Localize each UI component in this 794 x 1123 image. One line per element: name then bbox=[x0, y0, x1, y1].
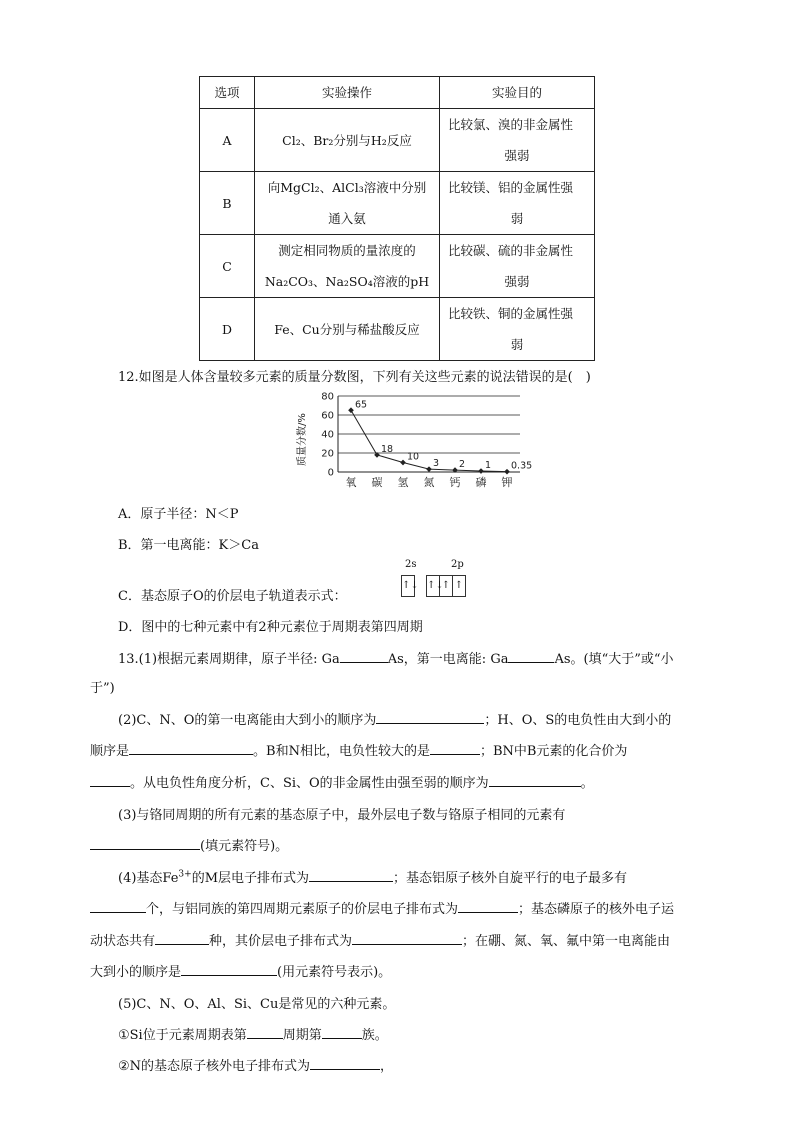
answer-blank[interactable] bbox=[489, 774, 581, 787]
data-label: 10 bbox=[407, 451, 420, 463]
orbital-2s-box bbox=[401, 575, 419, 597]
q13-line-9 bbox=[90, 898, 674, 917]
q13-line-14 bbox=[118, 1055, 393, 1074]
table-row bbox=[200, 235, 595, 298]
goal-cell bbox=[440, 235, 595, 298]
x-tick-label: 钙 bbox=[449, 476, 461, 489]
cell-text: Fe、Cu分别与稀盐酸反应 bbox=[274, 321, 420, 337]
option-cell: A bbox=[200, 109, 255, 172]
orbital-cell: ↑ bbox=[440, 576, 453, 596]
answer-blank[interactable] bbox=[340, 650, 388, 663]
data-label: 18 bbox=[381, 443, 394, 455]
q13-line-2: 于”) bbox=[90, 681, 115, 696]
x-tick-label: 氮 bbox=[423, 476, 435, 489]
text: ；在硼、氮、氧、氟中第一电离能由 bbox=[462, 934, 671, 949]
option-cell: C bbox=[200, 235, 255, 298]
text: ；基态磷原子的核外电子运 bbox=[518, 902, 675, 917]
operation-cell bbox=[255, 109, 440, 172]
option-b: B．第一电离能：K＞Ca bbox=[118, 538, 259, 553]
x-tick-label: 钾 bbox=[501, 476, 513, 489]
q13-line-10 bbox=[90, 930, 670, 949]
option-a: A．原子半径：N＜P bbox=[118, 507, 239, 522]
text: 种，其价层电子排布式为 bbox=[209, 934, 353, 949]
text: (2)C、N、O的第一电离能由大到小的顺序为 bbox=[118, 713, 377, 728]
text: ， bbox=[380, 1059, 394, 1074]
data-point bbox=[478, 468, 484, 474]
answer-blank[interactable] bbox=[310, 1057, 380, 1070]
orbital-2p-label: 2p bbox=[451, 559, 464, 570]
series-line bbox=[351, 410, 507, 471]
answer-blank[interactable] bbox=[129, 742, 253, 755]
orbital-cell: ↑↓ bbox=[427, 576, 440, 596]
q13-line-7 bbox=[90, 835, 288, 854]
data-point bbox=[348, 407, 354, 413]
orbital-2p-box bbox=[426, 575, 466, 597]
cell-text: Na₂CO₃、Na₂SO₄溶液的pH bbox=[264, 274, 430, 289]
cell-text: 比较碳、硫的非金属性 bbox=[448, 243, 574, 258]
operation-cell bbox=[255, 235, 440, 298]
superscript: 3+ bbox=[178, 869, 192, 880]
y-tick-label: 60 bbox=[321, 410, 334, 422]
operation-cell bbox=[255, 172, 440, 235]
q13-line-11 bbox=[90, 961, 391, 980]
cell-text: 比较镁、铝的金属性强 bbox=[448, 180, 574, 195]
data-label: 2 bbox=[459, 459, 466, 471]
cell-text: 比较氯、溴的非金属性 bbox=[448, 117, 574, 132]
goal-cell bbox=[440, 298, 595, 361]
data-label: 65 bbox=[355, 399, 368, 411]
text: ；H、O、S的电负性由大到小的 bbox=[484, 713, 672, 728]
text: 。B和N相比，电负性较大的是 bbox=[253, 744, 430, 759]
text: (填元素符号)。 bbox=[200, 839, 289, 854]
text: As。(填“大于”或“小 bbox=[554, 652, 674, 667]
x-tick-label: 氢 bbox=[397, 476, 409, 489]
text: (用元素符号表示)。 bbox=[277, 965, 392, 980]
table-header: 实验目的 bbox=[440, 77, 595, 109]
text: ①Si位于元素周期表第 bbox=[118, 1028, 247, 1043]
text: 族。 bbox=[361, 1028, 388, 1043]
option-cell: D bbox=[200, 298, 255, 361]
text: ；BN中B元素的化合价为 bbox=[479, 744, 628, 759]
q13-line-6: (3)与铬同周期的所有元素的基态原子中，最外层电子数与铬原子相同的元素有 bbox=[118, 808, 566, 823]
table-header: 实验操作 bbox=[255, 77, 440, 109]
orbital-cell: ↑↓ bbox=[402, 580, 419, 591]
orbital-cell: ↑ bbox=[454, 580, 464, 591]
q13-line-12: (5)C、N、O、Al、Si、Cu是常见的六种元素。 bbox=[118, 997, 396, 1012]
q13-line-8 bbox=[118, 867, 627, 886]
y-tick-label: 0 bbox=[327, 467, 334, 479]
q13-line-13 bbox=[118, 1024, 388, 1043]
text: 顺序是 bbox=[90, 744, 130, 759]
answer-blank[interactable] bbox=[376, 711, 484, 724]
mass-fraction-chart bbox=[290, 388, 533, 498]
data-label: 3 bbox=[433, 458, 440, 470]
answer-blank[interactable] bbox=[90, 837, 200, 850]
answer-blank[interactable] bbox=[508, 650, 554, 663]
q13-line-1 bbox=[118, 648, 674, 667]
answer-blank[interactable] bbox=[181, 963, 277, 976]
cell-text: 向MgCl₂、AlCl₃溶液中分别 bbox=[267, 180, 427, 195]
data-point bbox=[400, 460, 406, 466]
text: 大到小的顺序是 bbox=[90, 965, 182, 980]
text: 的M层电子排布式为 bbox=[191, 871, 310, 886]
cell-text: Cl₂、Br₂分别与H₂反应 bbox=[282, 132, 412, 148]
answer-blank[interactable] bbox=[247, 1026, 283, 1039]
option-c: C．基态原子O的价层电子轨道表示式： bbox=[118, 589, 347, 604]
cell-text: 弱 bbox=[510, 211, 524, 226]
text: 13.(1)根据元素周期律，原子半径: Ga bbox=[118, 652, 340, 667]
text: 动状态共有 bbox=[90, 934, 156, 949]
answer-blank[interactable] bbox=[430, 742, 480, 755]
text: ；基态铝原子核外自旋平行的电子最多有 bbox=[393, 871, 628, 886]
x-tick-label: 磷 bbox=[475, 476, 487, 489]
text: ②N的基态原子核外电子排布式为 bbox=[118, 1059, 311, 1074]
answer-blank[interactable] bbox=[309, 869, 393, 882]
table-header: 选项 bbox=[200, 77, 255, 109]
answer-blank[interactable] bbox=[90, 900, 146, 913]
answer-blank[interactable] bbox=[352, 932, 462, 945]
q13-line-3 bbox=[118, 709, 671, 728]
table-row bbox=[200, 298, 595, 361]
q13-line-5 bbox=[90, 772, 594, 791]
cell-text: 测定相同物质的量浓度的 bbox=[278, 243, 416, 258]
option-cell: B bbox=[200, 172, 255, 235]
answer-blank[interactable] bbox=[155, 932, 209, 945]
data-label: 1 bbox=[485, 460, 492, 472]
text: 个，与铝同族的第四周期元素原子的价层电子排布式为 bbox=[146, 902, 459, 917]
y-tick-label: 80 bbox=[321, 391, 334, 403]
cell-text: 比较铁、铜的金属性强 bbox=[448, 306, 574, 321]
data-point bbox=[504, 469, 510, 475]
cell-text: 强弱 bbox=[504, 274, 530, 289]
data-label: 0.35 bbox=[511, 460, 533, 472]
experiment-table bbox=[199, 76, 595, 361]
text: 。 bbox=[580, 776, 594, 791]
goal-cell bbox=[440, 172, 595, 235]
cell-text: 弱 bbox=[510, 337, 524, 352]
text: As，第一电离能: Ga bbox=[387, 652, 509, 667]
y-tick-label: 20 bbox=[321, 448, 334, 460]
option-d: D．图中的七种元素中有2种元素位于周期表第四周期 bbox=[118, 620, 423, 635]
table-row bbox=[200, 172, 595, 235]
text: 周期第 bbox=[282, 1028, 322, 1043]
goal-cell bbox=[440, 109, 595, 172]
y-tick-label: 40 bbox=[321, 429, 334, 441]
y-axis-label: 质量分数/% bbox=[297, 413, 308, 466]
answer-blank[interactable] bbox=[458, 900, 518, 913]
x-tick-label: 碳 bbox=[371, 476, 383, 489]
orbital-2s-label: 2s bbox=[405, 559, 417, 570]
x-tick-label: 氧 bbox=[345, 476, 357, 489]
answer-blank[interactable] bbox=[90, 774, 130, 787]
operation-cell bbox=[255, 298, 440, 361]
q13-line-4 bbox=[90, 740, 627, 759]
table-row bbox=[200, 109, 595, 172]
text: 。从电负性角度分析，C、Si、O的非金属性由强至弱的顺序为 bbox=[130, 776, 489, 791]
cell-text: 强弱 bbox=[504, 148, 530, 163]
answer-blank[interactable] bbox=[322, 1026, 362, 1039]
data-point bbox=[426, 466, 432, 472]
q12-stem: 12.如图是人体含量较多元素的质量分数图，下列有关这些元素的说法错误的是( ) bbox=[118, 370, 591, 385]
text: (4)基态Fe bbox=[118, 871, 179, 886]
cell-text: 通入氨 bbox=[328, 211, 366, 226]
